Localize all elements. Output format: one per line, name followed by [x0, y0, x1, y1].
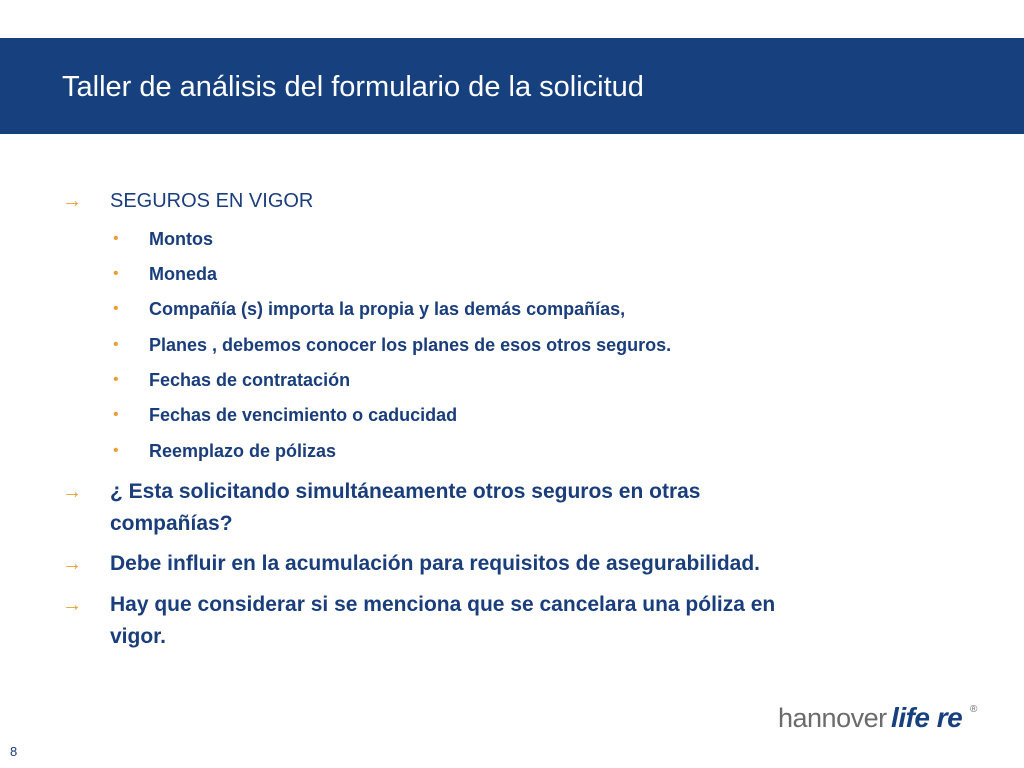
bullet-icon: • [113, 336, 119, 353]
list-item: Moneda [149, 264, 218, 284]
page-number: 8 [10, 744, 18, 759]
list-item: Reemplazo de pólizas [149, 441, 337, 461]
list-item: Fechas de vencimiento o caducidad [149, 405, 458, 425]
bullet-icon: • [113, 442, 119, 459]
bullet-point-line: Hay que considerar si se menciona que se cancelara una póliza en [110, 593, 776, 616]
bullet-icon: • [113, 265, 119, 282]
arrow-icon: → [62, 553, 82, 575]
bullet-point-line: ¿ Esta solicitando simultáneamente otros seguros en otras [110, 480, 701, 503]
list-item: Compañía (s) importa la propia y las demás compañías, [149, 299, 626, 319]
list-item: Planes , debemos conocer los planes de esos otros seguros. [149, 335, 672, 355]
logo-text-hannover: hannover [778, 703, 887, 733]
arrow-icon: → [62, 594, 82, 616]
bullet-icon: • [113, 300, 119, 317]
bullet-point-line: Debe influir en la acumulación para requisitos de asegurabilidad. [110, 552, 761, 575]
section-heading: SEGUROS EN VIGOR [110, 190, 314, 212]
list-item: Montos [149, 229, 213, 249]
hannover-logo [778, 702, 978, 734]
bullet-icon: • [113, 230, 119, 247]
bullet-point-line: vigor. [110, 625, 167, 648]
arrow-icon: → [62, 190, 82, 212]
bullet-point-line: compañías? [110, 512, 233, 535]
arrow-icon: → [62, 481, 82, 503]
logo-text-life-re: life re [891, 702, 963, 733]
bullet-icon: • [113, 406, 119, 423]
bullet-icon: • [113, 371, 119, 388]
slide-title: Taller de análisis del formulario de la solicitud [62, 71, 644, 103]
registered-icon: ® [970, 704, 978, 715]
list-item: Fechas de contratación [149, 370, 351, 390]
